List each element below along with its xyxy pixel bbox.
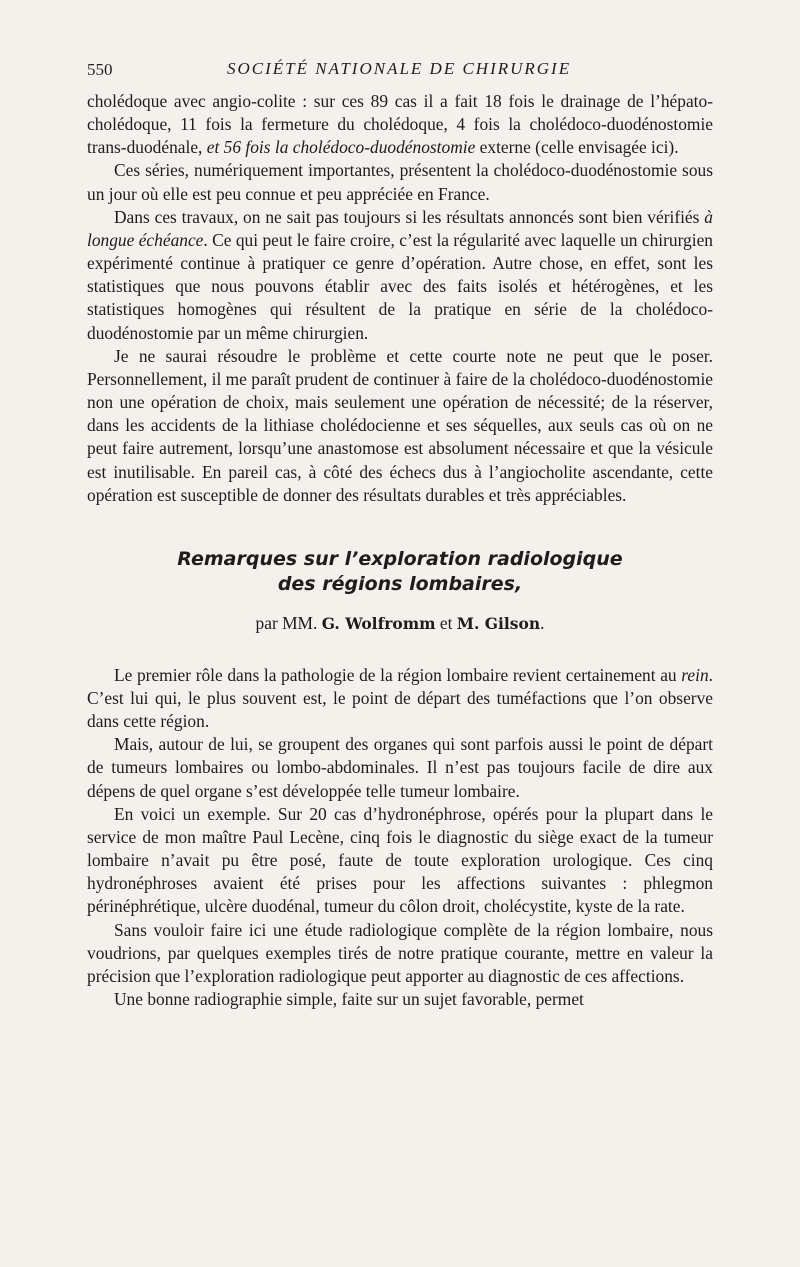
text-run: . C’est lui qui, le plus souvent est, le point de départ des tuméfactions que l’on observe dans cette région.: [87, 664, 713, 732]
paragraph: Une bonne radiographie simple, faite sur un sujet favorable, permet: [114, 989, 584, 1009]
running-header: [87, 58, 713, 90]
byline: [87, 613, 713, 634]
paragraph: Mais, autour de lui, se groupent des organes qui sont parfois aussi le point de départ de tumeurs lombaires ou lombo-abdominales. Il n’est pas toujours facile de dire aux dépens de quel organe s’est développée telle tumeur lombaire.: [87, 734, 713, 801]
text-run: Le premier rôle dans la pathologie de la région lombaire revient certainement au: [114, 664, 682, 685]
paragraph: Je ne saurai résoudre le problème et cette courte note ne peut que le poser. Personnellement, il me paraît prudent de continuer à faire de la cholédoco-duodénostomie non une opération de choix, mais seulement une opération de nécessité; de la réserver, dans les accidents de la lithiase cholédocienne et ses séquelles, aux seuls cas où on ne peut faire autrement, lorsqu’une anastomose est absolument nécessaire et que la vésicule est inutilisable. En pareil cas, à côté des échecs dus à l’angiocholite ascendante, cette opération est susceptible de donner des résultats durables et très appréciables.: [87, 345, 713, 505]
text-run: cholédoque avec angio-colite : sur ces 89 cas il a fait 18 fois le drainage de l’hépato-cholédoque, 11 fois la fermeture du cholédoque, 4 fois la cholédoco-duodénostomie trans-duodénale,: [87, 91, 713, 158]
byline-connector: et: [435, 612, 457, 633]
paragraph: [87, 90, 713, 159]
paragraph: Sans vouloir faire ici une étude radiologique complète de la région lombaire, nous voudrions, par quelques exemples tirés de notre pratique courante, mettre en valeur la précision que l’exploration radiologique peut apporter au diagnostic de ces affections.: [87, 919, 713, 986]
emphasis-text: rein: [681, 664, 709, 685]
journal-title: SOCIÉTÉ NATIONALE DE CHIRURGIE: [227, 59, 572, 78]
byline-suffix: .: [540, 612, 545, 633]
emphasis-text: à longue échéance: [87, 206, 713, 250]
paragraph: [87, 664, 713, 733]
page-number: 550: [87, 60, 113, 79]
document-page: [87, 58, 713, 1011]
article-heading: [87, 547, 713, 634]
author-name: G. Wolfromm: [321, 613, 436, 633]
text-run: externe (celle envisagée ici).: [475, 137, 679, 158]
author-name: M. Gilson: [456, 613, 541, 633]
article-title-line-2: des régions lombaires,: [277, 572, 523, 595]
emphasis-text: et 56 fois la cholédoco-duodénostomie: [206, 137, 476, 158]
text-run: . Ce qui peut le faire croire, c’est la régularité avec laquelle un chirurgien expérimenté continue à pratiquer ce genre d’opération. Autre chose, en effet, sont les statistiques que nous pouvons établir avec des faits isolés et hétérogènes, et les statistiques homogènes qui résultent de la pratique en série de la cholédoco-duodénostomie par un même chirurgien.: [87, 229, 713, 343]
byline-prefix: par MM.: [255, 612, 322, 633]
article-body: [87, 664, 713, 1011]
paragraph: Ces séries, numériquement importantes, présentent la cholédoco-duodénostomie sous un jour où elle est peu connue et peu appréciée en France.: [87, 160, 713, 204]
previous-article-text: [87, 90, 713, 507]
paragraph: [87, 206, 713, 345]
article-title-line-1: Remarques sur l’exploration radiologique: [177, 547, 623, 570]
paragraph: En voici un exemple. Sur 20 cas d’hydronéphrose, opérés pour la plupart dans le service de mon maître Paul Lecène, cinq fois le diagnostic du siège exact de la tumeur lombaire n’avait pu être posé, faute de toute exploration urologique. Ces cinq hydronéphroses avaient été prises pour les affections suivantes : phlegmon périnéphrétique, ulcère duodénal, tumeur du côlon droit, cholécystite, kyste de la rate.: [87, 803, 713, 917]
text-run: Dans ces travaux, on ne sait pas toujours si les résultats annoncés sont bien vérifiés: [114, 206, 705, 227]
